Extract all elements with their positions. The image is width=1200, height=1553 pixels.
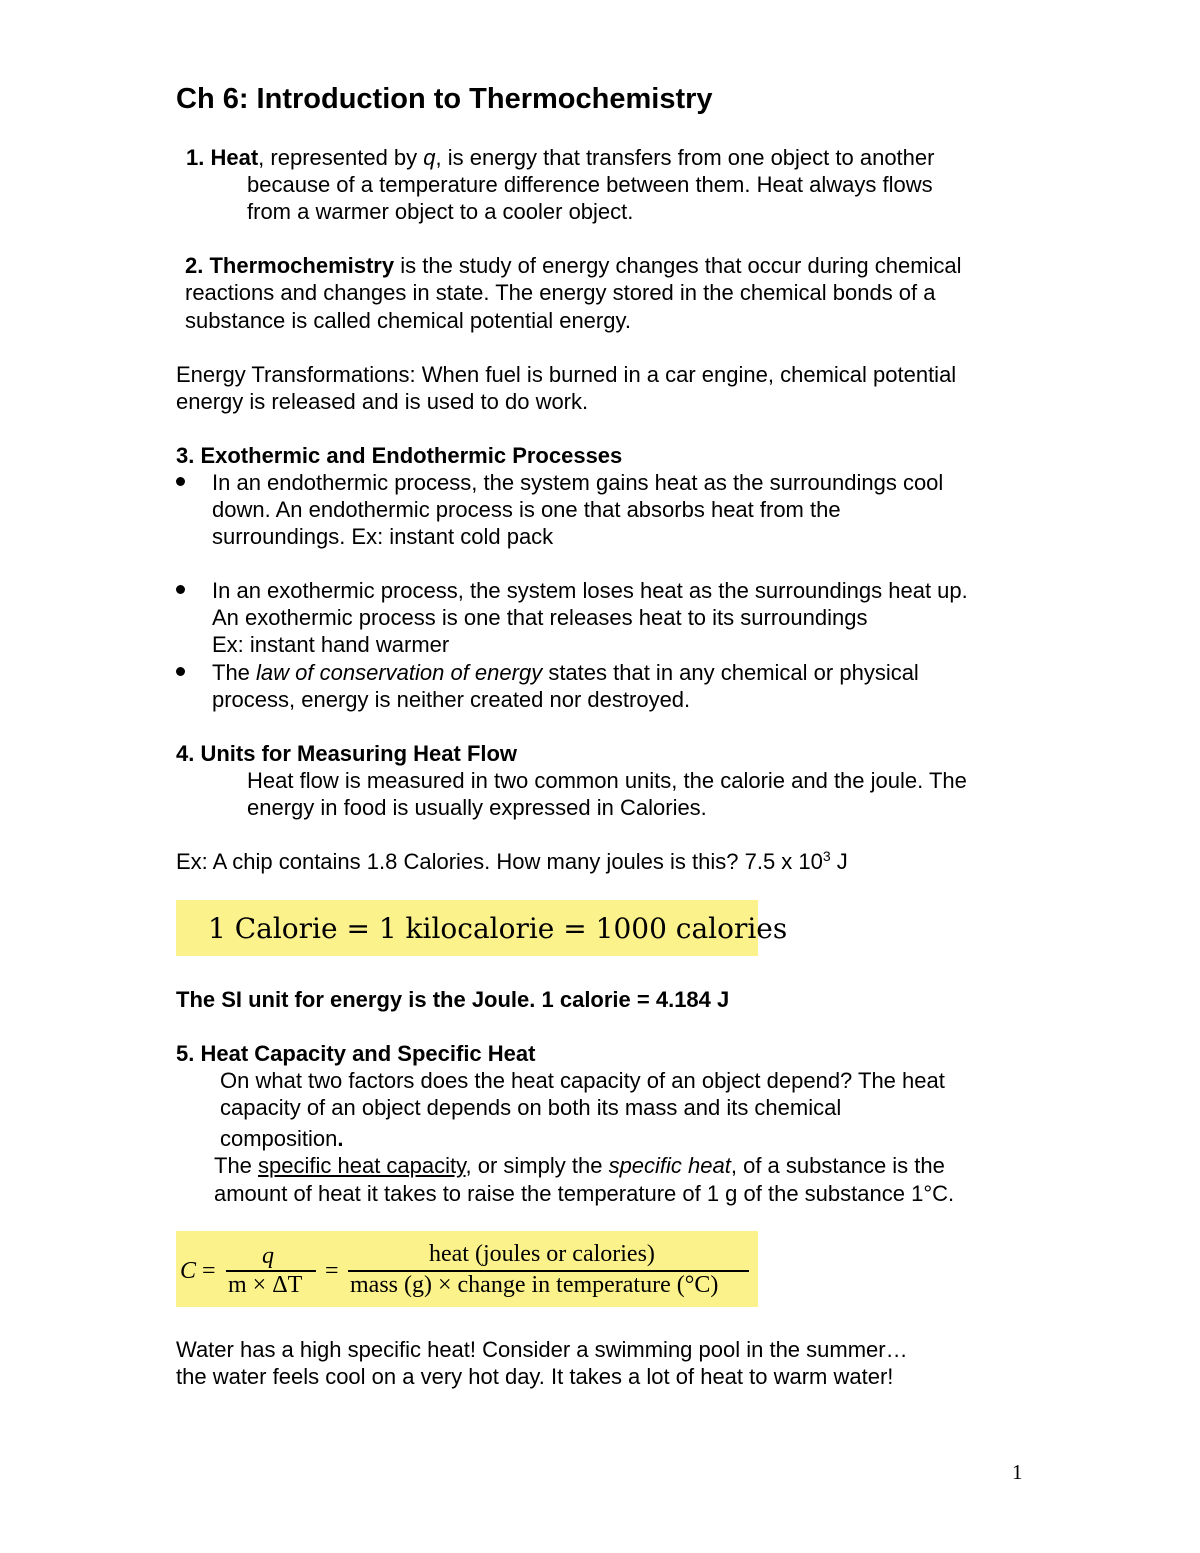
bullet-1-line-1: In an endothermic process, the system gains heat as the surroundings cool xyxy=(212,470,944,495)
section-5-line-5: amount of heat it takes to raise the temperature of 1 g of the substance 1°C. xyxy=(214,1181,955,1206)
bullet-icon xyxy=(176,585,185,594)
bullet-3-line-1: The law of conservation of energy states that in any chemical or physical xyxy=(212,660,919,685)
si-unit-statement: The SI unit for energy is the Joule. 1 calorie = 4.184 J xyxy=(176,987,730,1012)
formula-numerator-2: heat (joules or calories) xyxy=(429,1241,655,1267)
closing-line-2: the water feels cool on a very hot day. It takes a lot of heat to warm water! xyxy=(176,1364,894,1389)
section-1-line-2: because of a temperature difference between them. Heat always flows xyxy=(247,172,933,197)
section-4-line-1: Heat flow is measured in two common units, the calorie and the joule. The xyxy=(247,768,967,793)
energy-line-1: Energy Transformations: When fuel is burned in a car engine, chemical potential xyxy=(176,362,957,387)
bullet-2-line-1: In an exothermic process, the system loses heat as the surroundings heat up. xyxy=(212,578,968,603)
formula-lhs: C xyxy=(180,1258,197,1284)
bullet-3-line-2: process, energy is neither created nor destroyed. xyxy=(212,687,691,712)
formula-denominator-1: m × ΔT xyxy=(228,1272,303,1298)
chip-example: Ex: A chip contains 1.8 Calories. How many joules is this? 7.5 x $10^3$ J xyxy=(176,848,848,874)
section-5-heading: 5. Heat Capacity and Specific Heat xyxy=(176,1041,536,1066)
closing-line-1: Water has a high specific heat! Consider a swimming pool in the summer… xyxy=(176,1337,908,1362)
section-5-line-4: The specific heat capacity, or simply the specific heat, of a substance is the xyxy=(214,1153,945,1178)
bullet-icon xyxy=(176,477,185,486)
section-4-line-2: energy in food is usually expressed in Calories. xyxy=(247,795,707,820)
law-of-conservation: law of conservation of energy xyxy=(256,660,543,685)
formula-numerator-1: q xyxy=(262,1243,274,1269)
bullet-1-line-3: surroundings. Ex: instant cold pack xyxy=(212,524,554,549)
section-3-heading: 3. Exothermic and Endothermic Processes xyxy=(176,443,623,468)
formula-equals: = xyxy=(202,1258,216,1284)
bullet-1-line-2: down. An endothermic process is one that absorbs heat from the xyxy=(212,497,841,522)
term-thermochemistry: Thermochemistry xyxy=(209,253,395,278)
section-2-line-3: substance is called chemical potential energy. xyxy=(185,308,631,333)
formula-denominator-2: mass (g) × change in temperature (°C) xyxy=(350,1272,719,1298)
formula-equals: = xyxy=(325,1258,339,1284)
section-1-line-3: from a warmer object to a cooler object. xyxy=(247,199,634,224)
energy-line-2: energy is released and is used to do work. xyxy=(176,389,589,414)
section-2-line-1: 2. Thermochemistry is the study of energy changes that occur during chemical xyxy=(185,253,962,278)
specific-heat-capacity-term: specific heat capacity xyxy=(258,1153,466,1178)
page-title: Ch 6: Introduction to Thermochemistry xyxy=(176,83,713,115)
section-1-line-1: 1. Heat, represented by q, is energy that transfers from one object to another xyxy=(186,145,935,170)
page-number: 1 xyxy=(1012,1460,1023,1484)
term-heat: Heat xyxy=(210,145,259,170)
specific-heat-term: specific heat xyxy=(608,1153,731,1178)
section-5-line-2: capacity of an object depends on both its mass and its chemical xyxy=(220,1095,842,1120)
section-5-line-3: composition. xyxy=(220,1126,344,1151)
bullet-icon xyxy=(176,667,185,676)
bullet-2-line-3: Ex: instant hand warmer xyxy=(212,632,450,657)
bullet-2-line-2: An exothermic process is one that releases heat to its surroundings xyxy=(212,605,868,630)
section-2-line-2: reactions and changes in state. The energy stored in the chemical bonds of a xyxy=(185,280,936,305)
section-5-line-1: On what two factors does the heat capacity of an object depend? The heat xyxy=(220,1068,945,1093)
calorie-equation: 1 Calorie = 1 kilocalorie = 1000 calories xyxy=(208,912,788,945)
section-4-heading: 4. Units for Measuring Heat Flow xyxy=(176,741,518,766)
symbol-q: q xyxy=(423,145,436,170)
